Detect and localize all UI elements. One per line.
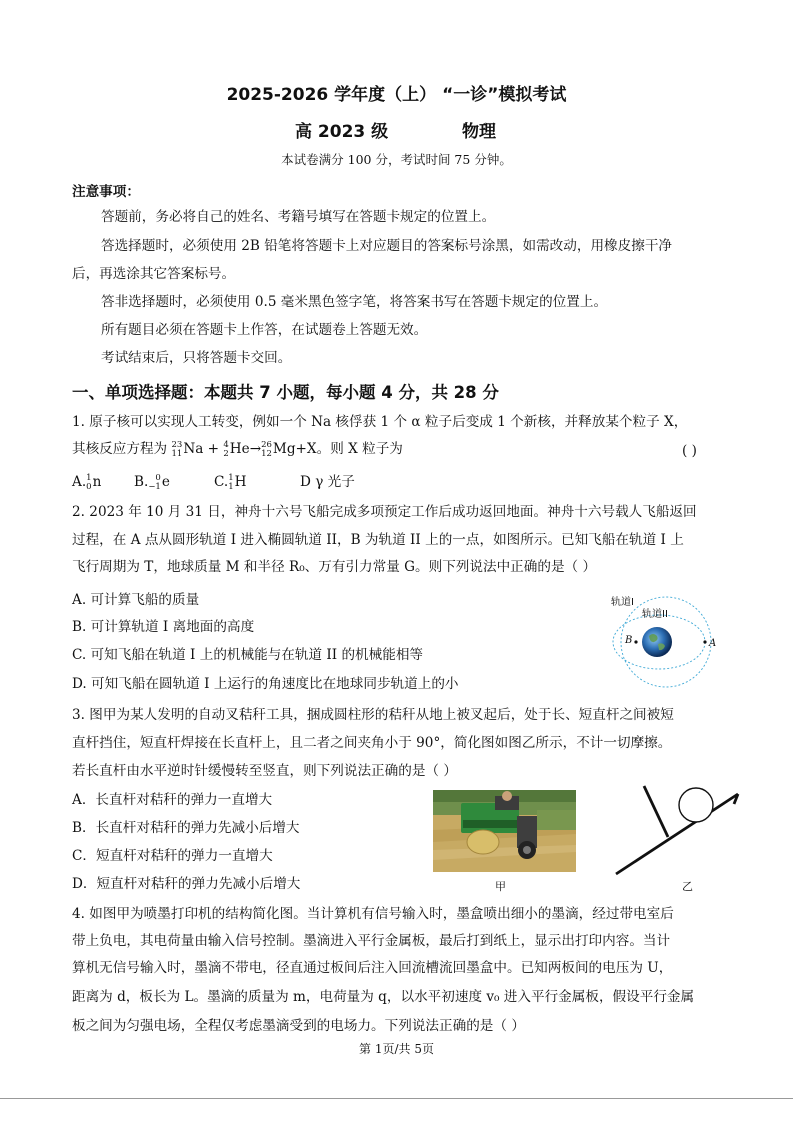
orbit-2-label: 轨道II [642,609,668,620]
q2-option-d: D. 可知飞船在圆轨道 I 上运行的角速度比在地球同步轨道上的小 [72,676,459,692]
q4-line: 4. 如图甲为喷墨打印机的结构简化图。当计算机有信号输入时，墨盒喷出细小的墨滴，经过带电室后 [72,906,674,922]
q3-option-b: B．长直杆对秸秆的弹力先减小后增大 [72,820,300,836]
q4-line: 板之间为匀强电场，全程仅考虑墨滴受到的电场力。下列说法正确的是（ ） [72,1018,525,1034]
point-b-dot [634,640,637,643]
grade-label: 高 2023 级 [295,122,389,142]
section-title: 一、单项选择题：本题共 7 小题，每小题 4 分，共 28 分 [72,383,499,402]
point-b-label: B [625,635,633,646]
q2-option-c: C. 可知飞船在轨道 I 上的机械能与在轨道 II 的机械能相等 [72,647,424,663]
q3-option-a: A．长直杆对秸秆的弹力一直增大 [72,792,273,808]
long-rod [616,794,738,874]
straw-circle [679,788,713,822]
q1-option-d: D γ 光子 [300,474,355,490]
rod-diagram [612,782,742,877]
q3-option-c: C．短直杆对秸秆的弹力一直增大 [72,848,273,864]
q1-option-b: B. 0 −1 e [134,472,170,492]
q1-answer-bracket: ( ) [682,443,697,459]
subject-label: 物理 [462,122,496,142]
he-iso: 4 2 [223,439,229,459]
q2-option-b: B. 可计算轨道 I 离地面的高度 [72,619,255,635]
straw-bale [467,830,499,854]
q4-line: 距离为 d，板长为 L。墨滴的质量为 m，电荷量为 q，以水平初速度 v₀ 进入平行金属板，假设平行金属 [72,989,695,1005]
q2-line: 过程，在 A 点从圆形轨道 I 进入椭圆轨道 II，B 为轨道 II 上的一点，如图所示。已知飞船在轨道 I 上 [72,532,684,548]
point-a-label: A [709,638,717,649]
note-item: 答题前，务必将自己的姓名、考籍号填写在答题卡规定的位置上。 [101,209,496,225]
note-item: 后，再选涂其它答案标号。 [72,266,236,282]
earth-icon [642,627,672,657]
q2-line: 飞行周期为 T，地球质量 M 和半径 R₀、万有引力常量 G。则下列说法中正确的是（ ） [72,559,597,575]
q4-line: 算机无信号输入时，墨滴不带电，径直通过板间后注入回流槽流回墨盒中。已知两板间的电压为 U， [72,960,673,976]
orbit-1-label: 轨道I [611,597,634,608]
q1-option-c: C. 1 1 H [214,472,247,492]
fig-jia-caption: 甲 [495,880,506,893]
fig-yi-caption: 乙 [682,880,693,893]
notes-heading: 注意事项： [72,184,140,200]
q2-option-a: A. 可计算飞船的质量 [72,592,200,608]
mg-iso: 26 12 [261,439,272,459]
q3-option-d: D．短直杆对秸秆的弹力先减小后增大 [72,876,301,892]
q3-line: 3. 图甲为某人发明的自动叉秸秆工具，捆成圆柱形的秸秆从地上被叉起后，处于长、短直杆之间被短 [72,707,674,723]
q3-line: 若长直杆由水平逆时针缓慢转至竖直，则下列说法正确的是（ ） [72,763,457,779]
page-number: 第 1页/共 5页 [359,1042,434,1056]
exam-title: 2025-2026 学年度（上） “一诊”模拟考试 [226,85,567,105]
q1-equation: 其核反应方程为 23 11 Na + 4 2 He→ 26 12 Mg+X。则 X 粒子为 [72,439,403,459]
q1-prefix: 其核反应方程为 [72,441,168,457]
page-bottom-line [0,1098,793,1099]
na-iso: 23 11 [171,439,183,459]
note-item: 考试结束后，只将答题卡交回。 [101,350,292,366]
note-item: 答选择题时，必须使用 2B 铅笔将答题卡上对应题目的答案标号涂黑，如需改动，用橡皮擦干净 [101,238,673,254]
point-a-dot [703,640,706,643]
q1-line1: 1. 原子核可以实现人工转变，例如一个 Na 核俘获 1 个 α 粒子后变成 1 个新核，并释放某个粒子 X， [72,414,688,430]
note-item: 答非选择题时，必须使用 0.5 毫米黑色签字笔，将答案书写在答题卡规定的位置上。 [101,294,608,310]
note-item: 所有题目必须在答题卡上作答，在试题卷上答题无效。 [101,322,428,338]
q4-line: 带上负电，其电荷量由输入信号控制。墨滴进入平行金属板，最后打到纸上，显示出打印内容。当计 [72,933,671,949]
q2-line: 2. 2023 年 10 月 31 日，神舟十六号飞船完成多项预定工作后成功返回地面。神舟十六号载人飞船返回 [72,504,697,520]
short-rod [644,786,668,837]
q3-line: 直杆挡住，短直杆焊接在长直杆上，且二者之间夹角小于 90°，简化图如图乙所示，不计一切摩擦。 [72,735,672,751]
harvester-photo [433,790,576,872]
q1-option-a: A. 1 0 n [72,472,102,492]
exam-info: 本试卷满分 100 分，考试时间 75 分钟。 [281,152,512,167]
